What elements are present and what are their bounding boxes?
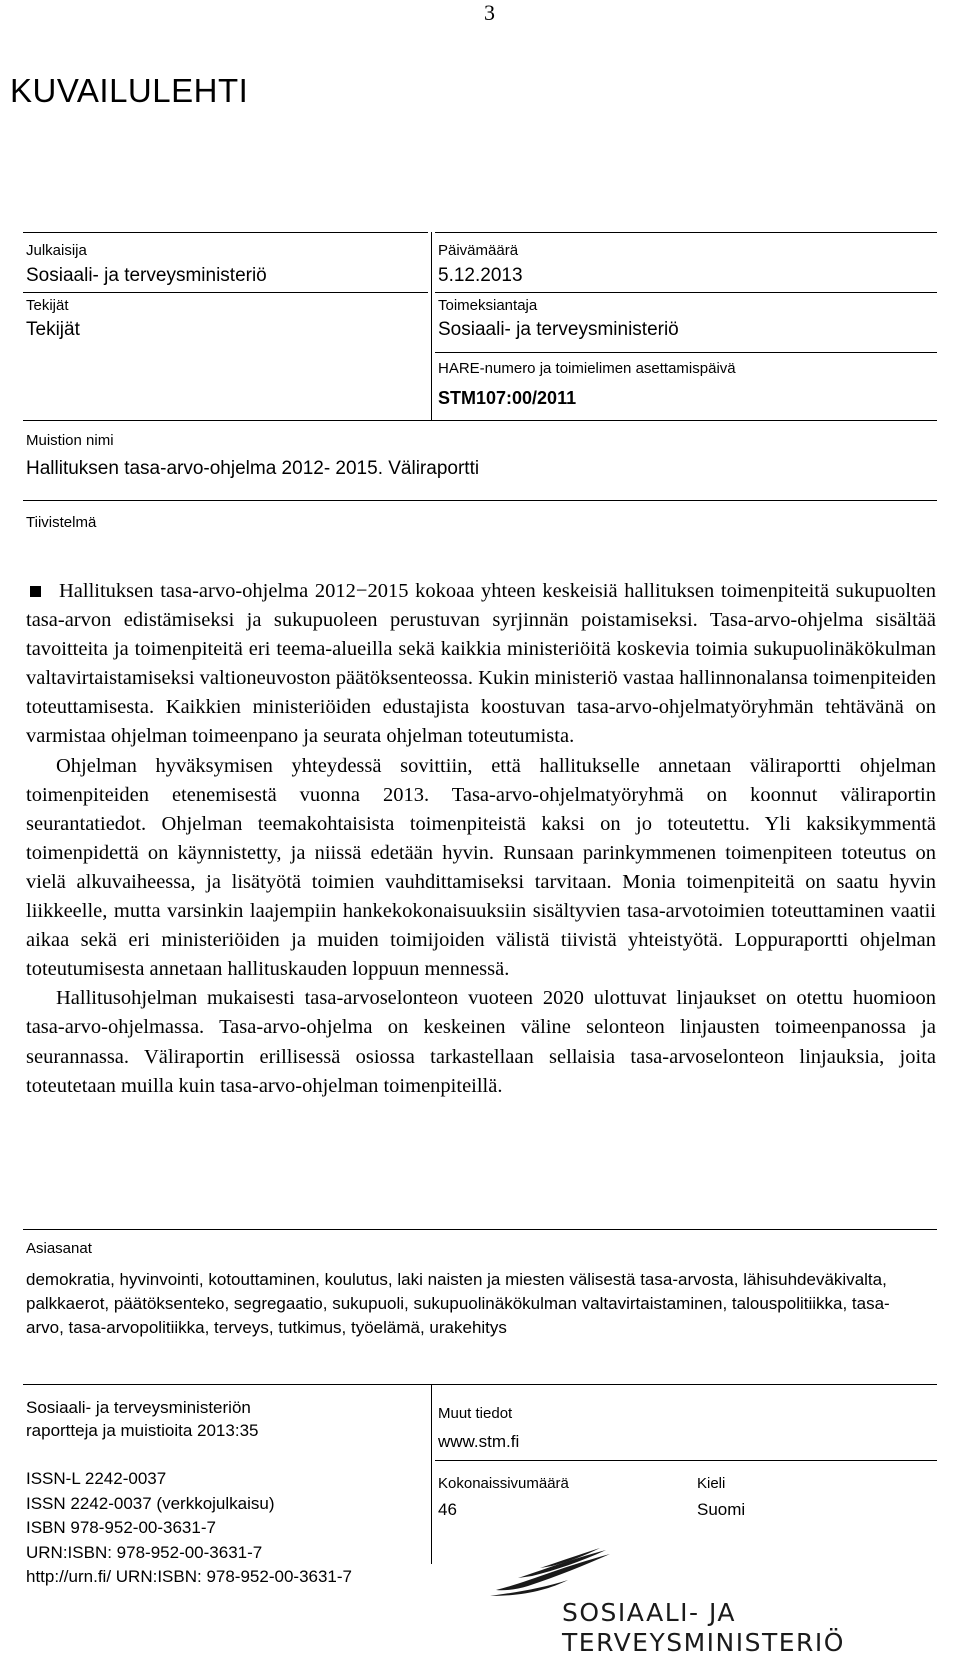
series-line-1: Sosiaali- ja terveysministeriön (26, 1398, 251, 1417)
publisher-value: Sosiaali- ja terveysministeriö (26, 265, 267, 286)
divider-date (435, 292, 937, 293)
commissioner-label: Toimeksiantaja (438, 297, 538, 314)
identifier-issn-web: ISSN 2242-0037 (verkkojulkaisu) (26, 1493, 275, 1513)
divider-publisher (23, 292, 428, 293)
date-value: 5.12.2013 (438, 265, 523, 286)
divider-top-right (435, 232, 937, 233)
publisher-label: Julkaisija (26, 242, 87, 259)
other-info-value: www.stm.fi (438, 1432, 520, 1451)
divider-before-memo (23, 420, 937, 421)
date-label: Päivämäärä (438, 242, 519, 259)
divider-vertical-top (431, 232, 432, 420)
abstract-paragraph-1: Hallituksen tasa-arvo-ohjelma 2012−2015 kokoaa yhteen keskeisiä hallituksen toimenpiteitä sukupuolten tasa-arvon edistämiseksi ja sukupuoleen perustuvan syrjinnän poistamiseksi. Tasa-arvo-ohjelma sisältää tavoitteita ja toimenpiteitä eri teema-alueilla sekä kaikkia ministeriöitä koskevia toimia sukupuolinäkökulman valtavirtaistamiseksi valtioneuvoston päätöksenteossa. Kukin ministeriö vastaa hallinnonalansa toimenpiteiden toteuttamisesta. Kaikkien ministeriöiden edustajista koostuvan tasa-arvo-ohjelmatyöryhmän tehtävänä on varmistaa ohjelman toimeenpano ja seurata ohjelman toteutumista. (26, 580, 936, 748)
identifiers-block (26, 1467, 352, 1590)
abstract-body (26, 577, 936, 1101)
abstract-label: Tiivistelmä (26, 514, 97, 531)
identifier-issn-l: ISSN-L 2242-0037 (26, 1469, 167, 1488)
abstract-paragraph-2: Ohjelman hyväksymisen yhteydessä sovittiin, että hallitukselle annetaan väliraportti ohjelman toimenpiteiden etenemisestä vuonna 2013. Tasa-arvo-ohjelmatyöryhmä on koonnut väliraportin seurantatiedot. Ohjelman teemakohtaisista toimenpiteistä kaksi on jo toteutettu. Yli kaksikymmentä toimenpidettä on käynnistetty, ja niissä edetään hyvin. Runsaan parinkymmenen toimenpiteen toteutus on vielä alkuvaiheessa, ja lisätyötä toimien vauhdittamiseksi tarvitaan. Monia toimenpiteitä on saatu hyvin liikkeelle, mutta varsinkin laajempiin hankekokonaisuuksiin sisältyvien tasa-arvotoimien toteuttaminen vaatii aikaa sekä eri ministeriöiden ja muiden toimijoiden välistä tiivistä yhteistyötä. Loppuraportti ohjelman toteutumisesta annetaan hallituskauden loppuun mennessä. (26, 754, 936, 981)
keywords-label: Asiasanat (26, 1240, 92, 1257)
authors-value: Tekijät (26, 319, 80, 340)
abstract-paragraph-3: Hallitusohjelman mukaisesti tasa-arvoselonteon vuoteen 2020 ulottuvat linjaukset on otettu huomioon tasa-arvo-ohjelmassa. Tasa-arvo-ohjelma on keskeinen väline selonteon linjausten toimeenpanossa ja seurannassa. Väliraportin erillisessä osiossa tarkastellaan sellaisia tasa-arvoselonteon linjauksia, joita toteutetaan muilla kuin tasa-arvo-ohjelman toimenpiteillä. (26, 987, 936, 1097)
authors-label: Tekijät (26, 297, 69, 314)
hare-value: STM107:00/2011 (438, 388, 577, 408)
series-block (26, 1396, 258, 1442)
hare-label: HARE-numero ja toimielimen asettamispäivä (438, 360, 736, 377)
keywords-value: demokratia, hyvinvointi, kotouttaminen, koulutus, laki naisten ja miesten välisestä tasa-arvosta, lähisuhdeväkivalta, palkkaerot, päätöksenteko, segregaatio, sukupuoli, sukupuolinäkökulman valtavirtaistaminen, talouspolitiikka, tasa-arvo, tasa-arvopolitiikka, terveys, tutkimus, työelämä, urakehitys (26, 1270, 890, 1337)
bullet-square-icon (30, 586, 41, 597)
stm-logo (488, 1548, 845, 1668)
divider-before-series (23, 1384, 937, 1385)
divider-before-pages (435, 1460, 937, 1461)
identifier-urn: URN:ISBN: 978-952-00-3631-7 (26, 1542, 263, 1562)
total-pages-value: 46 (438, 1500, 457, 1519)
divider-before-keywords (23, 1229, 937, 1230)
memo-name-value: Hallituksen tasa-arvo-ohjelma 2012- 2015. Väliraportti (26, 458, 480, 479)
page-title: KUVAILULEHTI (10, 72, 249, 109)
identifier-isbn: ISBN 978-952-00-3631-7 (26, 1518, 216, 1537)
page-number: 3 (484, 0, 495, 25)
divider-commissioner (435, 352, 937, 353)
divider-vertical-bottom (431, 1384, 432, 1564)
logo-line-1: SOSIAALI- JA (562, 1598, 736, 1627)
divider-top-left (23, 232, 428, 233)
series-line-2: raportteja ja muistioita 2013:35 (26, 1421, 259, 1440)
language-value: Suomi (697, 1500, 746, 1519)
logo-line-2: TERVEYSMINISTERIÖ (562, 1628, 845, 1657)
divider-before-abstract (23, 500, 937, 501)
stm-logo-icon (488, 1548, 618, 1598)
other-info-label: Muut tiedot (438, 1405, 513, 1422)
memo-name-label: Muistion nimi (26, 432, 114, 449)
commissioner-value: Sosiaali- ja terveysministeriö (438, 319, 679, 340)
language-label: Kieli (697, 1475, 726, 1492)
total-pages-label: Kokonaissivumäärä (438, 1475, 569, 1492)
identifier-url: http://urn.fi/ URN:ISBN: 978-952-00-3631-7 (26, 1567, 352, 1586)
